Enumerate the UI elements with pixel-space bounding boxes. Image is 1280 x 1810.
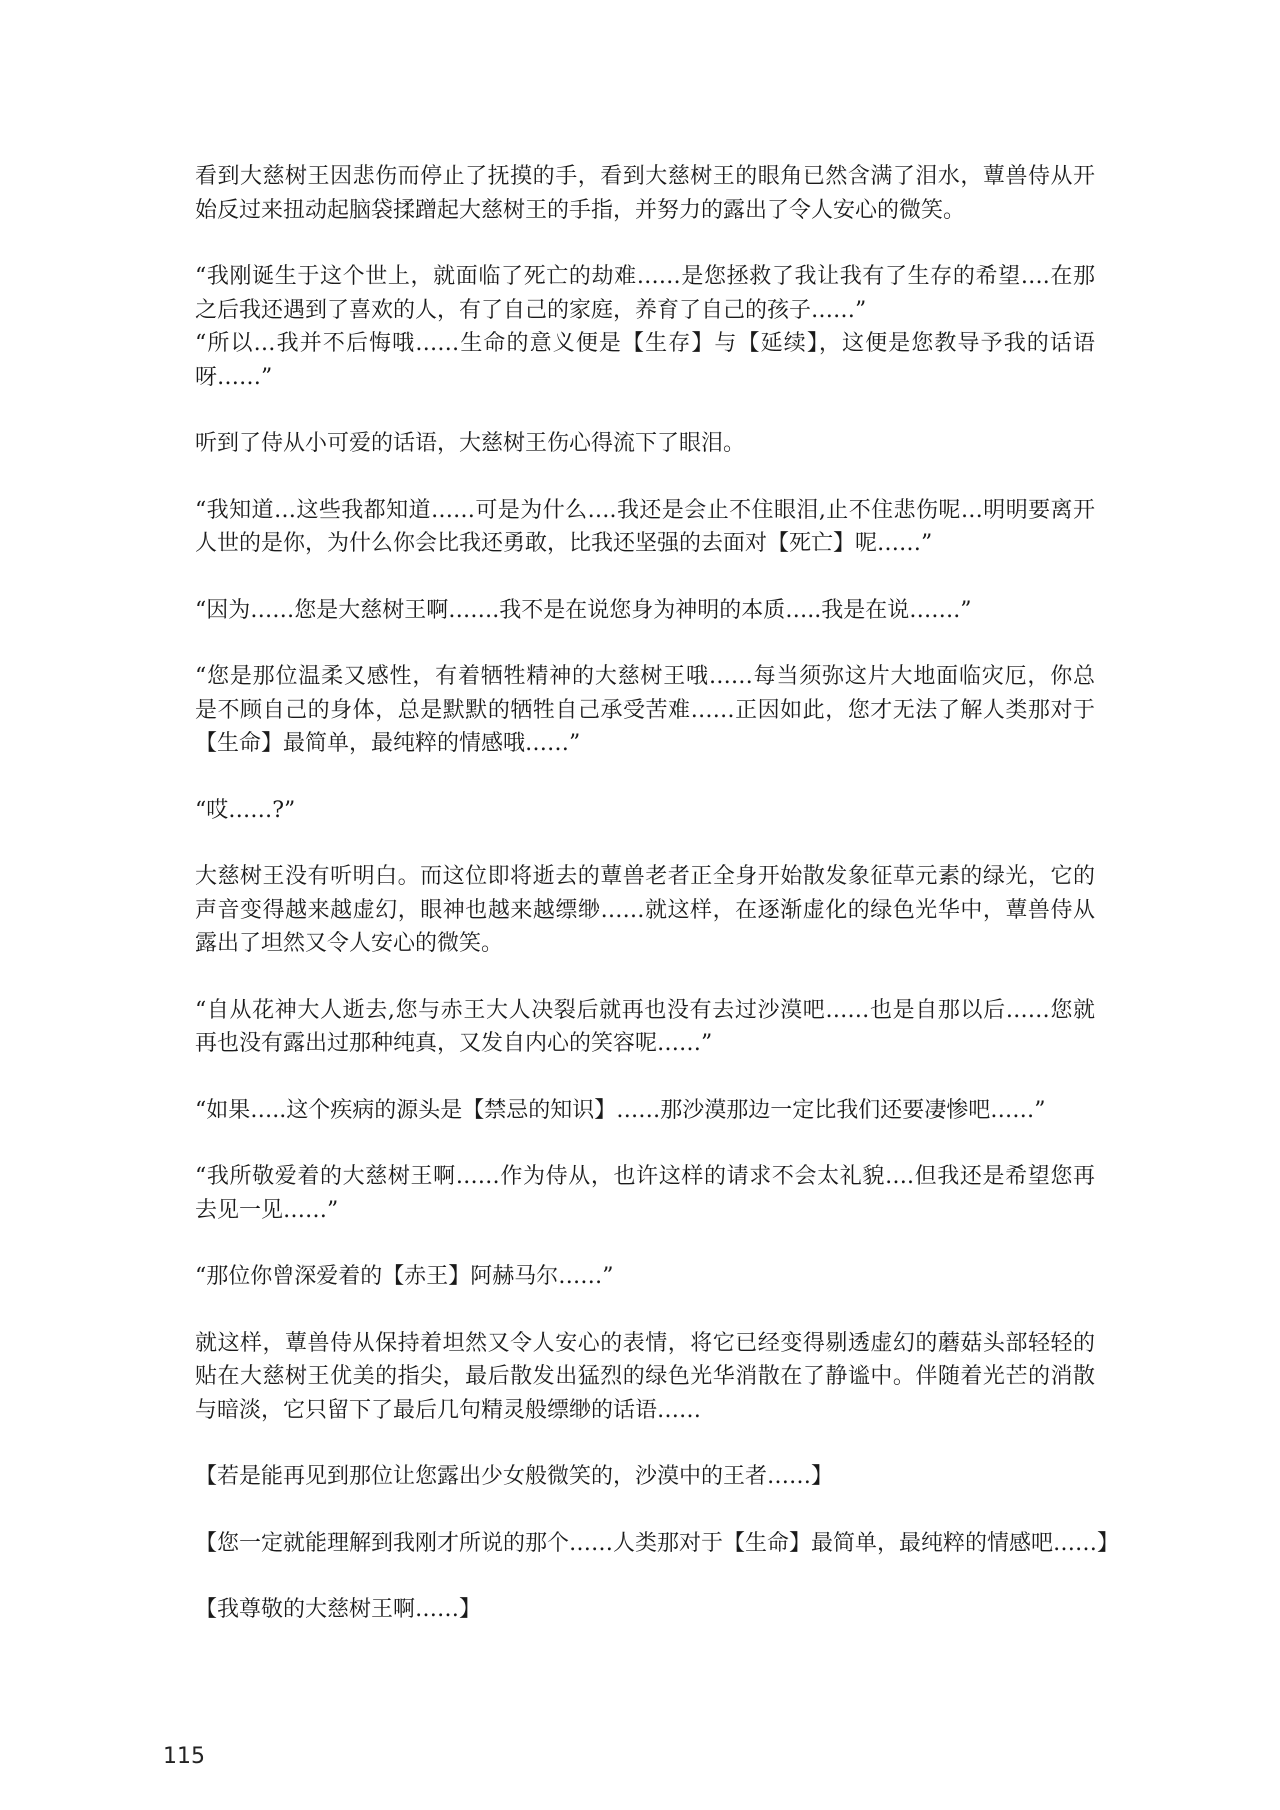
text-line: 听到了侍从小可爱的话语，大慈树王伤心得流下了眼泪。 bbox=[195, 431, 746, 456]
paragraph bbox=[195, 260, 1095, 327]
text-line: “因为……您是大慈树王啊…….我不是在说您身为神明的本质…..我是在说…….” bbox=[195, 597, 972, 623]
text-line: 之后我还遇到了喜欢的人，有了自己的家庭，养育了自己的孩子……” bbox=[195, 297, 867, 323]
body-text bbox=[195, 160, 1120, 1660]
paragraph bbox=[195, 427, 1095, 461]
text-line: 露出了坦然又令人安心的微笑。 bbox=[195, 931, 504, 956]
text-line: 贴在大慈树王优美的指尖，最后散发出猛烈的绿色光华消散在了静谧中。伴随着光芒的消散 bbox=[195, 1364, 1095, 1389]
paragraph bbox=[195, 860, 1095, 961]
text-line: “您是那位温柔又感性，有着牺牲精神的大慈树王哦……每当须弥这片大地面临灾厄，你总 bbox=[195, 664, 1095, 689]
text-line: 【我尊敬的大慈树王啊……】 bbox=[195, 1597, 482, 1622]
paragraph bbox=[195, 1327, 1095, 1428]
text-line: 与暗淡，它只留下了最后几句精灵般缥缈的话语…… bbox=[195, 1397, 702, 1423]
paragraph bbox=[195, 494, 1095, 561]
text-line: 声音变得越来越虚幻，眼神也越来越缥缈……就这样，在逐渐虚化的绿色光华中，蕈兽侍从 bbox=[195, 897, 1095, 923]
paragraph bbox=[195, 1094, 1095, 1128]
text-line: 【生命】最简单，最纯粹的情感哦……” bbox=[195, 731, 581, 756]
text-line: 去见一见……” bbox=[195, 1197, 339, 1223]
paragraph bbox=[195, 1527, 1120, 1561]
text-line: “所以…我并不后悔哦……生命的意义便是【生存】与【延续】，这便是您教导予我的话语 bbox=[195, 331, 1095, 356]
text-line: 就这样，蕈兽侍从保持着坦然又令人安心的表情，将它已经变得剔透虚幻的蘑菇头部轻轻的 bbox=[195, 1330, 1095, 1356]
paragraph bbox=[195, 660, 1095, 761]
paragraph bbox=[195, 1160, 1095, 1227]
paragraph bbox=[195, 160, 1095, 227]
page-number: 115 bbox=[163, 1744, 205, 1769]
text-line: 呀……” bbox=[195, 364, 273, 390]
text-line: 看到大慈树王因悲伤而停止了抚摸的手，看到大慈树王的眼角已然含满了泪水，蕈兽侍从开 bbox=[195, 164, 1095, 189]
text-line: 始反过来扭动起脑袋揉蹭起大慈树王的手指，并努力的露出了令人安心的微笑。 bbox=[195, 197, 966, 223]
paragraph bbox=[195, 594, 1095, 628]
text-line: “如果…..这个疾病的源头是【禁忌的知识】……那沙漠那边一定比我们还要凄惨吧……” bbox=[195, 1097, 1046, 1123]
text-line: 人世的是你，为什么你会比我还勇敢，比我还坚强的去面对【死亡】呢……” bbox=[195, 531, 933, 556]
text-line: “我知道…这些我都知道……可是为什么….我还是会止不住眼泪,止不住悲伤呢…明明要离开 bbox=[195, 497, 1095, 523]
text-line: 【您一定就能理解到我刚才所说的那个……人类那对于【生命】最简单，最纯粹的情感吧……】 bbox=[195, 1530, 1120, 1556]
paragraph bbox=[195, 794, 1095, 828]
text-line: 再也没有露出过那种纯真，又发自内心的笑容呢……” bbox=[195, 1031, 713, 1056]
text-line: 是不顾自己的身体，总是默默的牺牲自己承受苦难……正因如此，您才无法了解人类那对于 bbox=[195, 697, 1095, 723]
text-line: “我所敬爱着的大慈树王啊……作为侍从，也许这样的请求不会太礼貌….但我还是希望您再 bbox=[195, 1164, 1095, 1189]
paragraph bbox=[195, 994, 1095, 1061]
text-line: “自从花神大人逝去,您与赤王大人决裂后就再也没有去过沙漠吧……也是自那以后……您就 bbox=[195, 997, 1095, 1023]
paragraph bbox=[195, 1260, 1095, 1294]
paragraph bbox=[195, 327, 1095, 394]
text-line: “哎……?” bbox=[195, 797, 296, 823]
text-line: 大慈树王没有听明白。而这位即将逝去的蕈兽老者正全身开始散发象征草元素的绿光，它的 bbox=[195, 864, 1095, 889]
paragraph bbox=[195, 1593, 1095, 1627]
text-line: “那位你曾深爱着的【赤王】阿赫马尔……” bbox=[195, 1264, 614, 1289]
paragraph bbox=[195, 1460, 1095, 1494]
text-line: “我刚诞生于这个世上，就面临了死亡的劫难……是您拯救了我让我有了生存的希望….在那 bbox=[195, 264, 1095, 289]
text-line: 【若是能再见到那位让您露出少女般微笑的，沙漠中的王者……】 bbox=[195, 1464, 834, 1489]
